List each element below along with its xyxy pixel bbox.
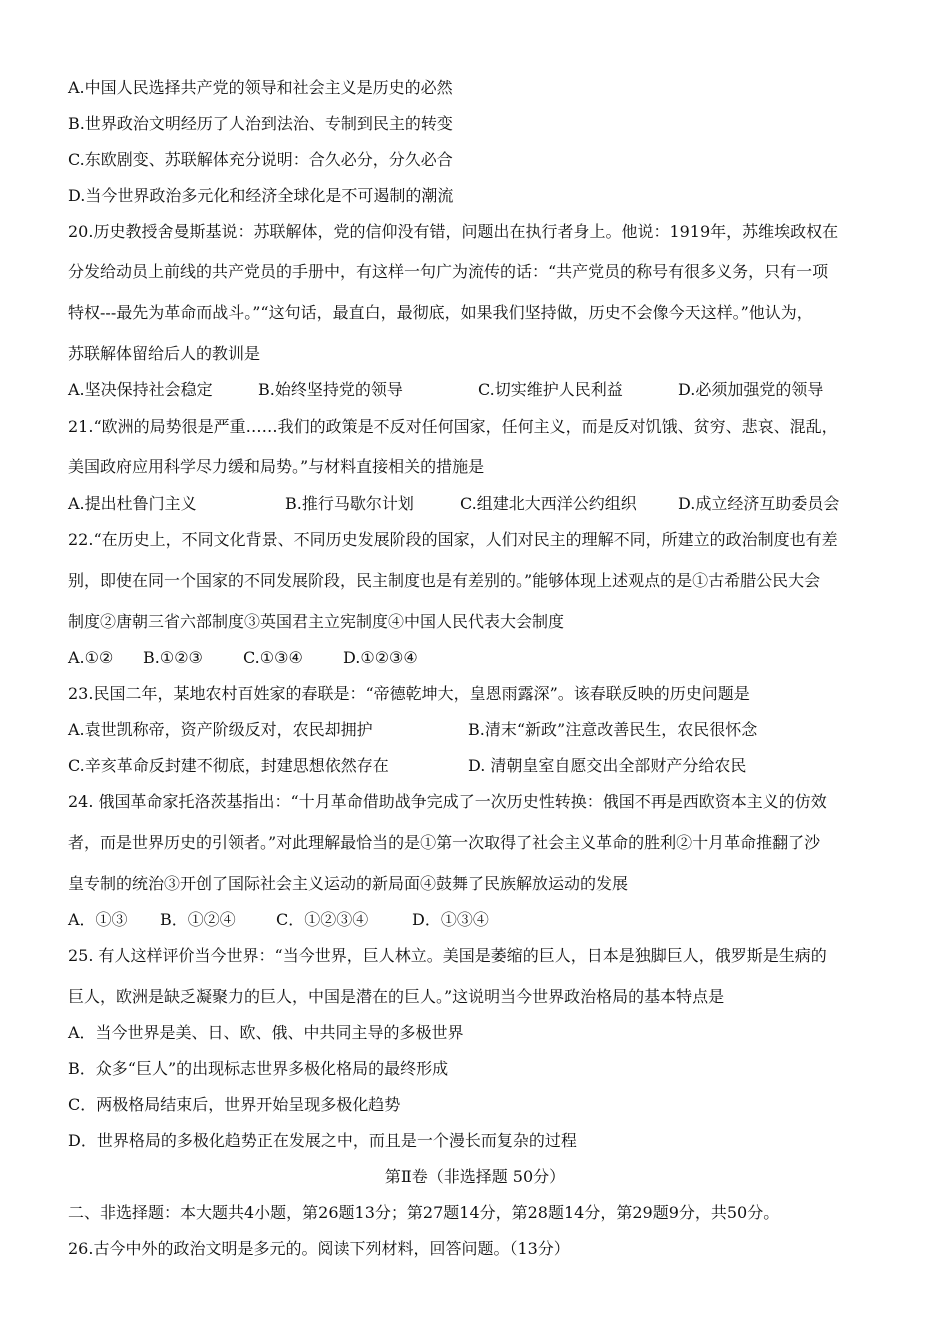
q24-stem-line: 者，而是世界历史的引领者。”对此理解最恰当的是①第一次取得了社会主义革命的胜利②十月革命推翻了沙	[68, 833, 821, 852]
q20-stem-line: 特权---最先为革命而战斗。”“这句话，最直白，最彻底，如果我们坚持做，历史不会像今天这样。”他认为，	[68, 303, 813, 322]
q24-option-d: D．①③④	[412, 910, 489, 929]
q25-option-a: A．当今世界是美、日、欧、俄、中共同主导的多极世界	[68, 1023, 464, 1042]
q22-stem-line: 制度②唐朝三省六部制度③英国君主立宪制度④中国人民代表大会制度	[68, 612, 565, 631]
q20-option-b: B.始终坚持党的领导	[258, 380, 403, 399]
q20-stem-line: 分发给动员上前线的共产党员的手册中，有这样一句广为流传的话：“共产党员的称号有很多义务，只有一项	[68, 262, 829, 281]
q25-stem-line: 25. 有人这样评价当今世界：“当今世界，巨人林立。美国是萎缩的巨人，日本是独脚巨人，俄罗斯是生病的	[68, 946, 827, 965]
q19-option-c: C.东欧剧变、苏联解体充分说明：合久必分，分久必合	[68, 150, 453, 169]
q20-stem-line: 苏联解体留给后人的教训是	[68, 344, 261, 363]
q24-option-c: C．①②③④	[276, 910, 369, 929]
q22-option-b: B.①②③	[143, 648, 203, 667]
q25-option-c: C．两极格局结束后，世界开始呈现多极化趋势	[68, 1095, 401, 1114]
q23-option-c: C.辛亥革命反封建不彻底，封建思想依然存在	[68, 756, 389, 775]
q25-option-b: B．众多“巨人”的出现标志世界多极化格局的最终形成	[68, 1059, 449, 1078]
q20-option-a: A.坚决保持社会稳定	[68, 380, 213, 399]
q19-option-b: B.世界政治文明经历了人治到法治、专制到民主的转变	[68, 114, 453, 133]
q25-stem-line: 巨人，欧洲是缺乏凝聚力的巨人，中国是潜在的巨人。”这说明当今世界政治格局的基本特点是	[68, 987, 725, 1006]
q21-stem-line: 美国政府应用科学尽力缓和局势。”与材料直接相关的措施是	[68, 457, 485, 476]
q21-option-b: B.推行马歇尔计划	[285, 494, 414, 513]
q23-option-b: B.清末“新政”注意改善民生，农民很怀念	[468, 720, 758, 739]
q21-option-d: D.成立经济互助委员会	[678, 494, 840, 513]
q23-option-a: A.袁世凯称帝，资产阶级反对，农民却拥护	[68, 720, 373, 739]
q24-stem-line: 24. 俄国革命家托洛茨基指出：“十月革命借助战争完成了一次历史性转换：俄国不再是西欧资本主义的仿效	[68, 792, 827, 811]
q22-stem-line: 别，即使在同一个国家的不同发展阶段，民主制度也是有差别的。”能够体现上述观点的是①古希腊公民大会	[68, 571, 821, 590]
q22-option-c: C.①③④	[243, 648, 303, 667]
q21-stem-line: 21.“欧洲的局势很是严重……我们的政策是不反对任何国家，任何主义，而是反对饥饿、贫穷、悲哀、混乱，	[68, 417, 838, 436]
q20-option-d: D.必须加强党的领导	[678, 380, 824, 399]
q19-option-a: A.中国人民选择共产党的领导和社会主义是历史的必然	[68, 78, 453, 97]
part2-title: 第Ⅱ卷（非选择题 50分）	[384, 1167, 566, 1186]
q23-stem-line: 23.民国二年，某地农村百姓家的春联是：“帝德乾坤大，皇恩雨露深”。该春联反映的历史问题是	[68, 684, 750, 703]
q22-option-d: D.①②③④	[343, 648, 418, 667]
q21-option-c: C.组建北大西洋公约组织	[460, 494, 637, 513]
q24-option-a: A．①③	[68, 910, 128, 929]
q24-option-b: B．①②④	[160, 910, 236, 929]
q24-stem-line: 皇专制的统治③开创了国际社会主义运动的新局面④鼓舞了民族解放运动的发展	[68, 874, 629, 893]
q22-stem-line: 22.“在历史上，不同文化背景、不同历史发展阶段的国家，人们对民主的理解不同，所建立的政治制度也有差	[68, 530, 838, 549]
q25-option-d: D．世界格局的多极化趋势正在发展之中，而且是一个漫长而复杂的过程	[68, 1131, 577, 1150]
q22-option-a: A.①②	[68, 648, 114, 667]
q21-option-a: A.提出杜鲁门主义	[68, 494, 197, 513]
q19-option-d: D.当今世界政治多元化和经济全球化是不可遏制的潮流	[68, 186, 454, 205]
q20-option-c: C.切实维护人民利益	[478, 380, 623, 399]
q26-title: 26.古今中外的政治文明是多元的。阅读下列材料，回答问题。（13分）	[68, 1239, 570, 1258]
q20-stem-line: 20.历史教授舍曼斯基说：苏联解体，党的信仰没有错，问题出在执行者身上。他说：1919年，苏维埃政权在	[68, 222, 839, 241]
q23-option-d: D. 清朝皇室自愿交出全部财产分给农民	[468, 756, 747, 775]
section2-intro: 二、非选择题：本大题共4小题，第26题13分；第27题14分，第28题14分，第29题9分，共50分。	[68, 1203, 780, 1222]
